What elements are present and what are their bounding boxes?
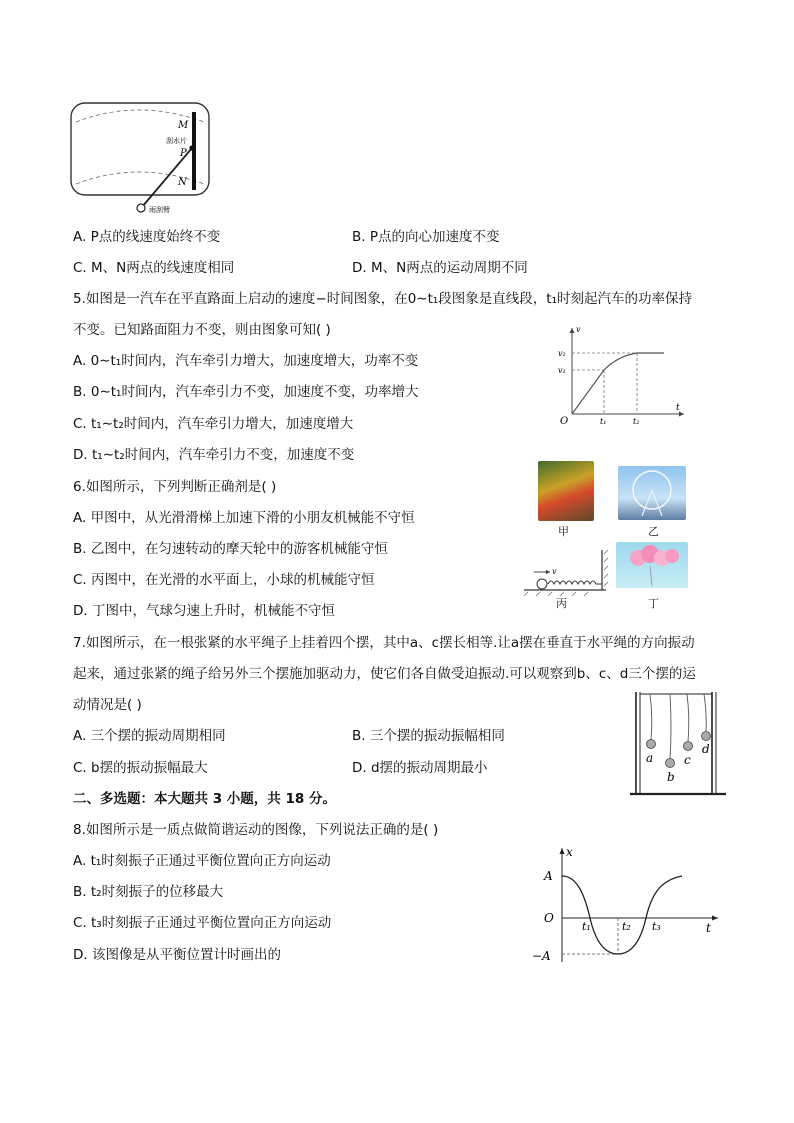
caption-yi: 乙 xyxy=(648,525,659,538)
q4-option-a[interactable]: A. P点的线速度始终不变 xyxy=(73,229,221,245)
pendulum-label-c: c xyxy=(684,753,691,767)
label-wiper-arm: 雨刮臂 xyxy=(149,206,170,214)
slide-photo xyxy=(538,461,594,521)
q7-option-a[interactable]: A. 三个摆的振动周期相同 xyxy=(73,728,226,744)
q6-stem: 6.如图所示，下列判断正确剂是( ) xyxy=(73,479,277,495)
q5-option-a[interactable]: A. 0∼t₁时间内，汽车牵引力增大，加速度增大，功率不变 xyxy=(73,353,419,369)
pendulum-label-a: a xyxy=(646,751,654,765)
q7-option-c[interactable]: C. b摆的振动振幅最大 xyxy=(73,760,208,776)
q8-shm-graph xyxy=(528,842,724,968)
svg-text:O: O xyxy=(544,911,554,925)
svg-text:O: O xyxy=(560,416,569,427)
svg-text:x: x xyxy=(566,845,573,859)
q8-option-a[interactable]: A. t₁时刻振子正通过平衡位置向正方向运动 xyxy=(73,853,331,869)
q6-option-c[interactable]: C. 丙图中，在光滑的水平面上，小球的机械能守恒 xyxy=(73,572,375,588)
label-N: N xyxy=(178,177,187,188)
q4-option-b[interactable]: B. P点的向心加速度不变 xyxy=(352,229,500,245)
q5-option-c[interactable]: C. t₁∼t₂时间内，汽车牵引力增大，加速度增大 xyxy=(73,416,354,432)
caption-ding: 丁 xyxy=(648,597,659,610)
pendulum-figure xyxy=(628,688,728,800)
wiper-figure xyxy=(68,100,214,216)
q5-option-d[interactable]: D. t₁∼t₂时间内，汽车牵引力不变，加速度不变 xyxy=(73,447,355,463)
q7-option-d[interactable]: D. d摆的振动周期最小 xyxy=(352,760,488,776)
caption-bing: 丙 xyxy=(556,597,567,610)
q8-option-c[interactable]: C. t₃时刻振子正通过平衡位置向正方向运动 xyxy=(73,915,332,931)
q7-stem-line3: 动情况是( ) xyxy=(73,697,142,713)
q5-option-b[interactable]: B. 0∼t₁时间内，汽车牵引力不变，加速度不变，功率增大 xyxy=(73,384,419,400)
q8-stem: 8.如图所示是一质点做简谐运动的图像，下列说法正确的是( ) xyxy=(73,822,439,838)
label-M: M xyxy=(178,120,189,131)
balloons-icon xyxy=(616,542,688,588)
q5-stem-line1: 5.如图是一汽车在平直路面上启动的速度−时间图象，在0∼t₁段图象是直线段，t₁时刻起汽车的功率保持 xyxy=(73,291,693,307)
spring-ball-figure xyxy=(520,546,612,598)
q5-stem-line2: 不变。已知路面阻力不变，则由图象可知( ) xyxy=(73,322,331,338)
svg-text:v: v xyxy=(576,325,581,334)
label-wiper-blade: 刮水片 xyxy=(166,137,187,145)
q6-option-d[interactable]: D. 丁图中，气球匀速上升时，机械能不守恒 xyxy=(73,603,335,619)
svg-text:v₂: v₂ xyxy=(558,349,566,358)
q7-stem-line1: 7.如图所示，在一根张紧的水平绳子上挂着四个摆，其中a、c摆长相等.让a摆在垂直于水平绳的方向振动 xyxy=(73,635,695,651)
q4-option-d[interactable]: D. M、N两点的运动周期不同 xyxy=(352,260,528,276)
q8-option-b[interactable]: B. t₂时刻振子的位移最大 xyxy=(73,884,224,900)
q4-option-c[interactable]: C. M、N两点的线速度相同 xyxy=(73,260,235,276)
q7-option-b[interactable]: B. 三个摆的振动振幅相同 xyxy=(352,728,505,744)
svg-text:t₃: t₃ xyxy=(652,920,661,933)
svg-text:v₁: v₁ xyxy=(558,366,566,375)
q7-stem-line2: 起来，通过张紧的绳子给另外三个摆施加驱动力，使它们各自做受迫振动.可以观察到b、c、d三个摆的运 xyxy=(73,666,696,682)
q6-option-b[interactable]: B. 乙图中，在匀速转动的摩天轮中的游客机械能守恒 xyxy=(73,541,388,557)
svg-text:A: A xyxy=(544,869,553,883)
q5-vt-graph xyxy=(552,320,692,430)
svg-text:t₁: t₁ xyxy=(582,920,591,933)
svg-text:t₂: t₂ xyxy=(633,417,640,426)
label-P: P xyxy=(180,148,187,159)
q8-option-d[interactable]: D. 该图像是从平衡位置计时画出的 xyxy=(73,947,281,963)
svg-text:t₁: t₁ xyxy=(600,417,607,426)
ferris-wheel-icon xyxy=(618,466,686,520)
pendulum-label-d: d xyxy=(702,742,710,756)
caption-jia: 甲 xyxy=(558,525,569,538)
svg-text:−A: −A xyxy=(532,949,551,963)
pendulum-label-b: b xyxy=(667,770,675,784)
svg-text:v: v xyxy=(552,567,557,576)
svg-text:t: t xyxy=(706,921,711,935)
q6-option-a[interactable]: A. 甲图中，从光滑滑梯上加速下滑的小朋友机械能不守恒 xyxy=(73,510,415,526)
svg-text:t₂: t₂ xyxy=(622,920,631,933)
section2-title: 二、多选题：本大题共 3 小题，共 18 分。 xyxy=(73,791,336,807)
svg-text:t: t xyxy=(676,403,680,413)
